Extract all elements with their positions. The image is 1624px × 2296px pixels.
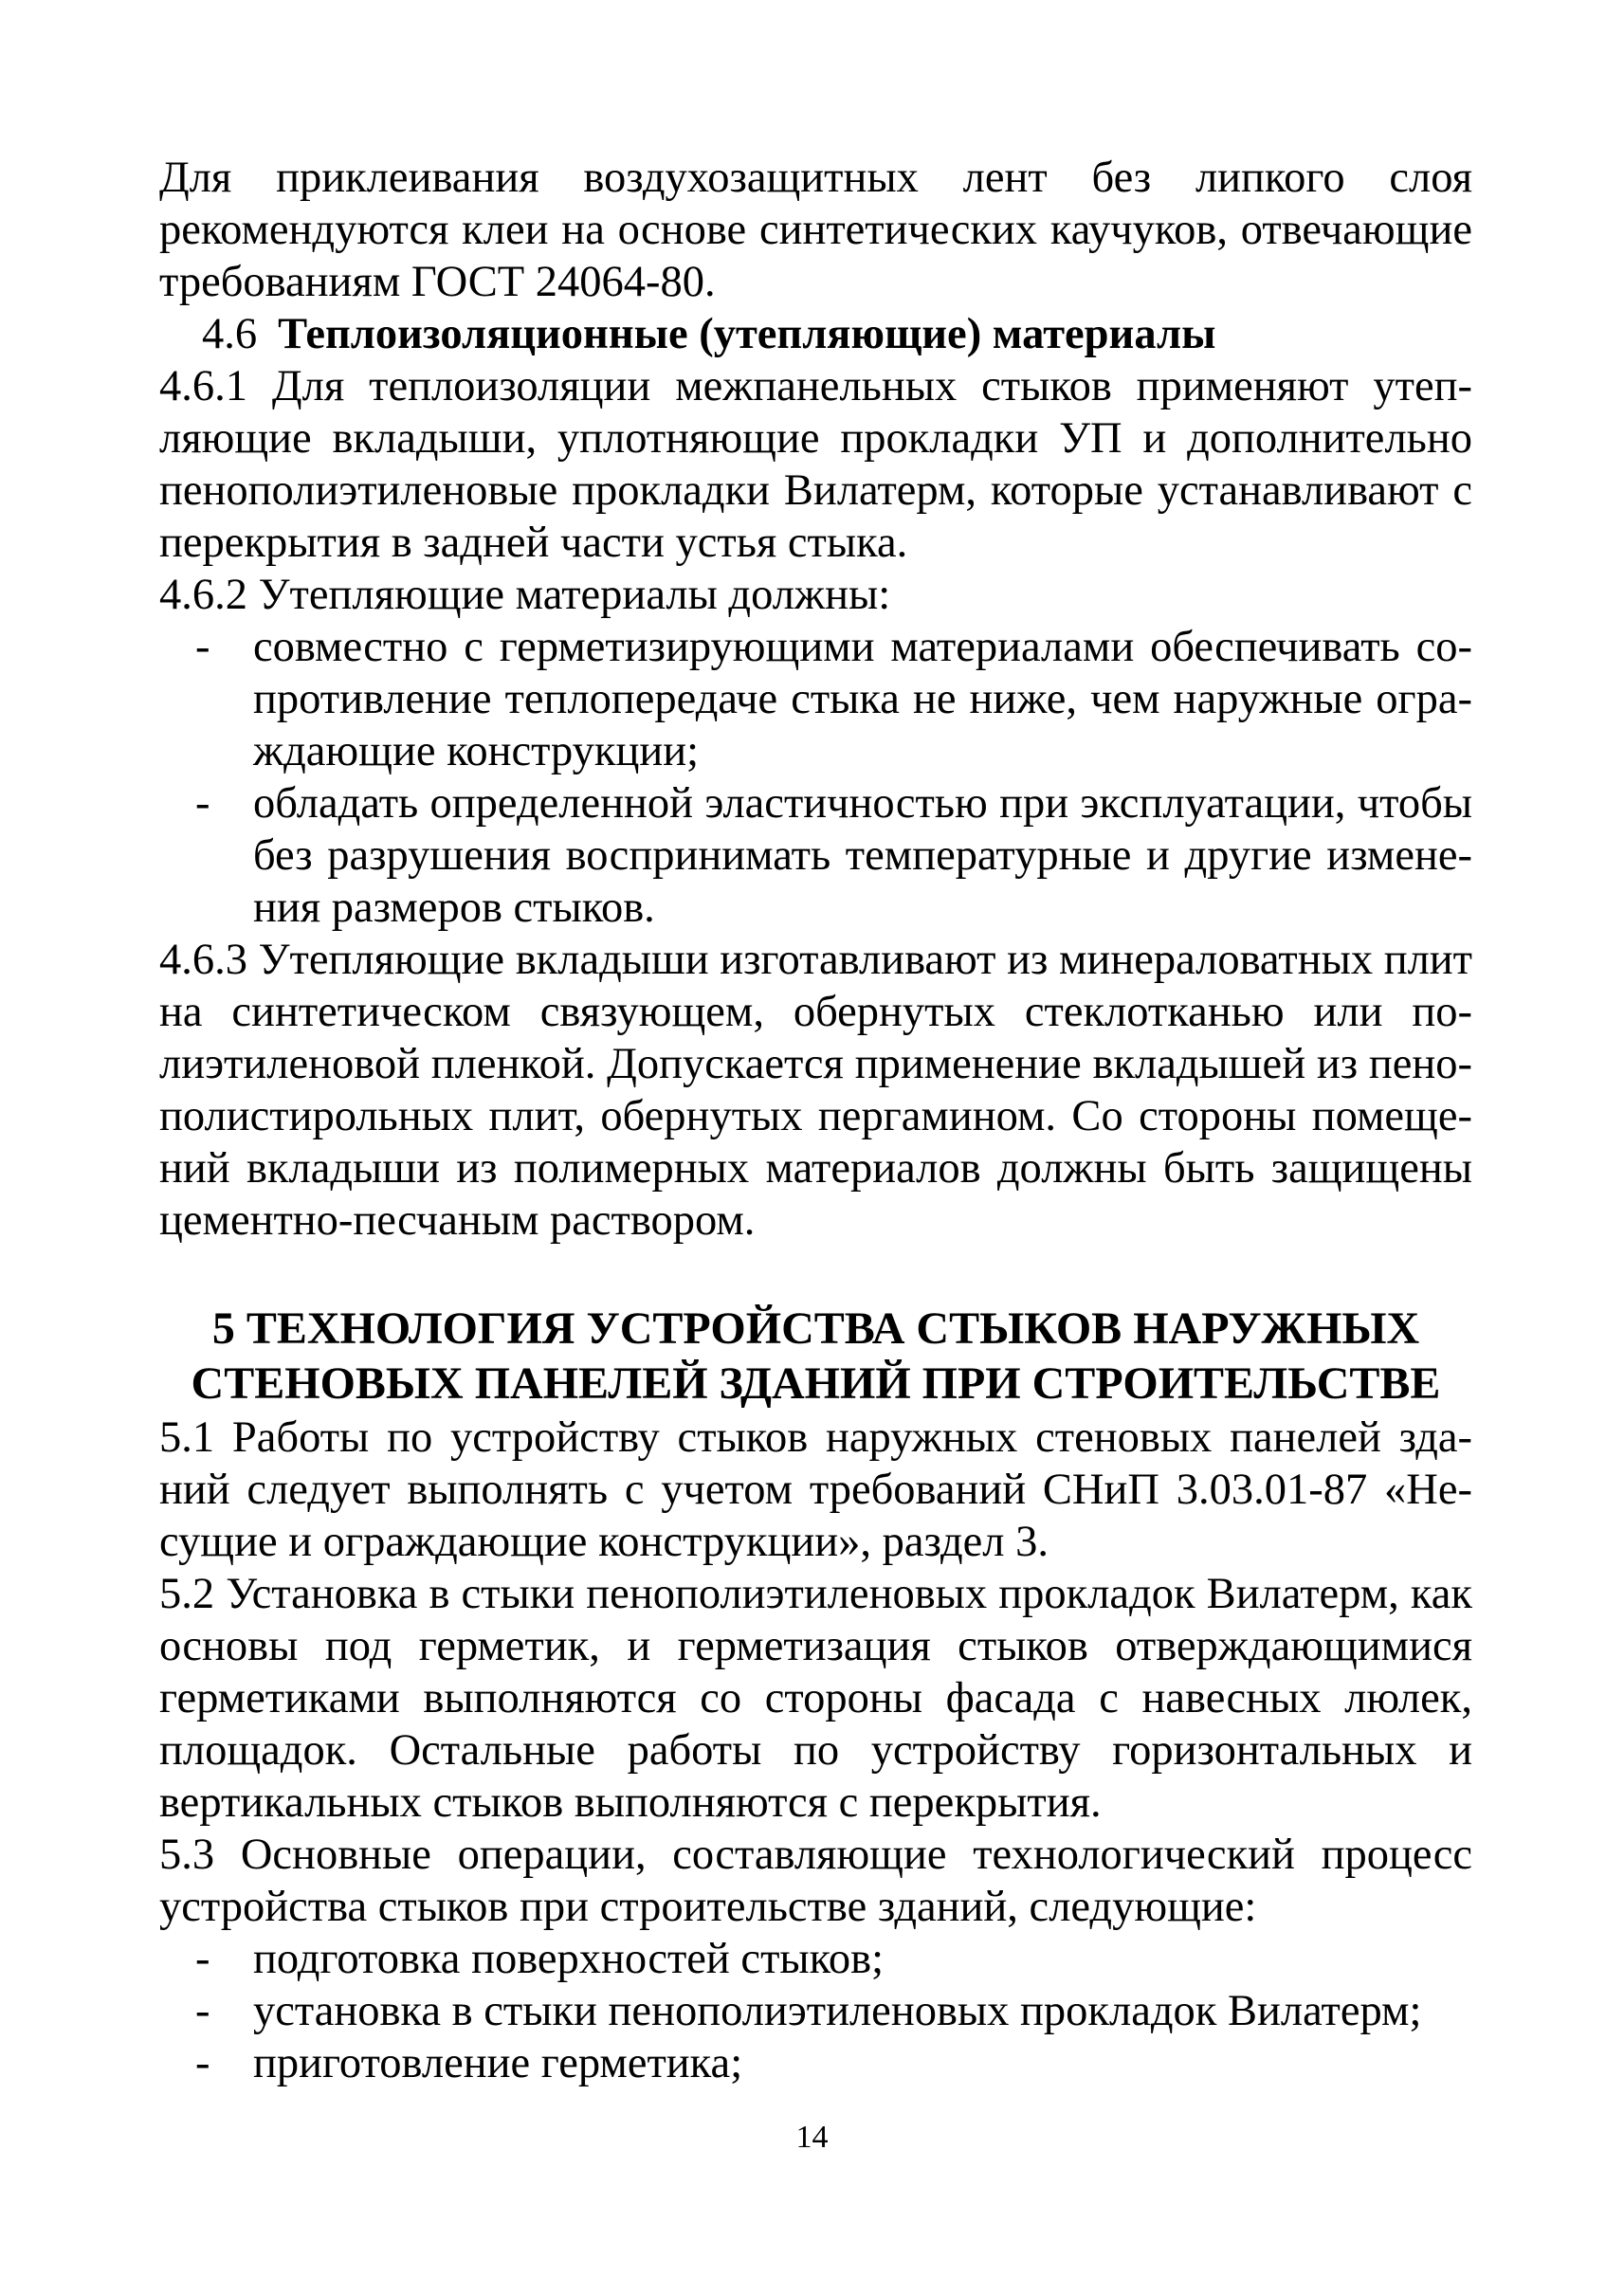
list-item bbox=[159, 2037, 1472, 2089]
list-item bbox=[159, 1985, 1472, 2037]
paragraph-5-2: 5.2 Установка в стыки пенополиэтиленовых прокладок Вилатерм, как основы под герметик, и герметизация стыков отверждающимися герметиками выполняются со стороны фасада с навесных люлек, площадок. Остальные работы по устройству горизонтальных и вертикальных стыков выполняются с перекрытия. bbox=[159, 1570, 1472, 1827]
list-dash: - bbox=[195, 1935, 210, 1983]
list-item-text: установка в стыки пенополиэтиленовых прокладок Вилатерм; bbox=[253, 1987, 1422, 2035]
paragraph-4-6-1: 4.6.1 Для теплоизоляции межпанельных стыков применяют утепляющие вкладыши, уплотняющие прокладки УП и дополнительно пенополиэтиленовые прокладки Вилатерм, которые устанавливают с перекрытия в задней части устья стыка. bbox=[159, 362, 1472, 567]
paragraph-4-6-2: 4.6.2 Утепляющие материалы должны: bbox=[159, 571, 891, 619]
list-dash: - bbox=[195, 2039, 210, 2087]
page-content bbox=[159, 152, 1472, 2089]
list-item bbox=[159, 621, 1472, 777]
list-item-text: совместно с герметизирующими материалами обеспечивать сопротивление теплопередаче стыка не ниже, чем наружные ограждающие конструкции; bbox=[253, 623, 1472, 775]
subsection-number: 4.6 bbox=[202, 310, 258, 358]
list-dash: - bbox=[195, 1987, 210, 2035]
list-dash: - bbox=[195, 623, 210, 671]
section-heading-line: 5 ТЕХНОЛОГИЯ УСТРОЙСТВА СТЫКОВ НАРУЖНЫХ bbox=[211, 1303, 1420, 1354]
subsection-title: Теплоизоляционные (утепляющие) материалы bbox=[278, 310, 1216, 358]
paragraph-5-3: 5.3 Основные операции, составляющие технологический процесс устройства стыков при строительстве зданий, следующие: bbox=[159, 1831, 1472, 1931]
requirements-list bbox=[159, 621, 1472, 934]
list-item bbox=[159, 777, 1472, 934]
section-heading-line: СТЕНОВЫХ ПАНЕЛЕЙ ЗДАНИЙ ПРИ СТРОИТЕЛЬСТВЕ bbox=[191, 1358, 1441, 1409]
list-item-text: приготовление герметика; bbox=[253, 2039, 743, 2087]
page-number: 14 bbox=[795, 2120, 829, 2155]
intro-paragraph: Для приклеивания воздухозащитных лент без липкого слоя рекомендуются клеи на основе синтетических каучуков, отвечающие требованиям ГОСТ 24064-80. bbox=[159, 154, 1472, 306]
subsection-heading-4-6 bbox=[159, 308, 1472, 360]
paragraph-5-1: 5.1 Работы по устройству стыков наружных стеновых панелей зданий следует выполнять с учетом требований СНиП 3.03.01-87 «Несущие и ограждающие конструкции», раздел 3. bbox=[159, 1413, 1472, 1566]
section-heading-5 bbox=[159, 1302, 1472, 1412]
list-item-text: обладать определенной эластичностью при эксплуатации, чтобы без разрушения воспринимать температурные и другие изменения размеров стыков. bbox=[253, 779, 1472, 932]
list-dash: - bbox=[195, 779, 210, 828]
operations-list bbox=[159, 1933, 1472, 2089]
list-item bbox=[159, 1933, 1472, 1985]
list-item-text: подготовка поверхностей стыков; bbox=[253, 1935, 884, 1983]
paragraph-4-6-3: 4.6.3 Утепляющие вкладыши изготавливают из минераловатных плит на синтетическом связующем, обернутых стеклотканью или полиэтиленовой пленкой. Допускается применение вкладышей из пенополистирольных плит, обернутых пергамином. Со стороны помещений вкладыши из полимерных материалов должны быть защищены цементно-песчаным раствором. bbox=[159, 936, 1472, 1245]
